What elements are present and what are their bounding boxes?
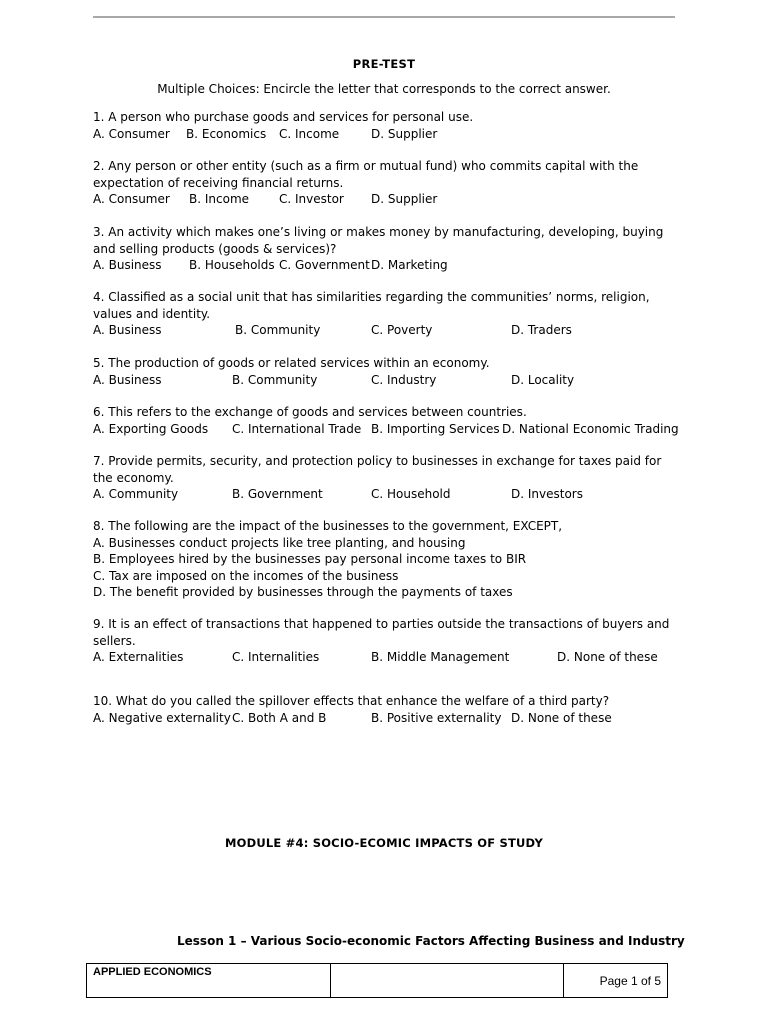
question-text: 7. Provide permits, security, and protection policy to businesses in exchange for taxes paid for the economy.	[93, 454, 662, 485]
option-b[interactable]: B. Government	[232, 487, 323, 501]
option-c[interactable]: C. International Trade	[232, 421, 362, 436]
options-row	[93, 421, 683, 438]
question-1	[93, 109, 683, 142]
footer-blank-cell	[331, 964, 564, 997]
option-d[interactable]: D. Traders	[511, 323, 572, 337]
option-b[interactable]: B. Economics	[186, 126, 267, 141]
option-a[interactable]: A. Businesses conduct projects like tree planting, and housing	[93, 535, 466, 550]
options-row	[93, 191, 683, 208]
instructions: Multiple Choices: Encircle the letter that corresponds to the correct answer.	[157, 82, 611, 96]
option-c[interactable]: C. Tax are imposed on the incomes of the business	[93, 568, 399, 583]
header-rule	[93, 16, 675, 18]
option-a[interactable]: A. Business	[93, 372, 162, 387]
page-title: PRE-TEST	[352, 57, 416, 71]
options-row	[93, 322, 683, 339]
option-a[interactable]: A. Negative externality	[93, 710, 231, 725]
question-6	[93, 404, 683, 437]
question-3	[93, 224, 683, 274]
option-b[interactable]: B. Households	[189, 258, 275, 272]
options-row	[93, 710, 683, 727]
options-row	[93, 372, 683, 389]
question-text: 5. The production of goods or related services within an economy.	[93, 356, 490, 370]
page-number-label: Page 1 of 5	[599, 973, 661, 988]
option-d[interactable]: D. Locality	[511, 372, 575, 387]
question-text: 9. It is an effect of transactions that happened to parties outside the transactions of buyers and sellers.	[93, 617, 670, 648]
option-b[interactable]: B. Positive externality	[371, 710, 502, 725]
option-a[interactable]: A. Consumer	[93, 126, 170, 141]
option-a[interactable]: A. Business	[93, 323, 162, 337]
option-d[interactable]: D. The benefit provided by businesses through the payments of taxes	[93, 585, 513, 599]
module-title: MODULE #4: SOCIO-ECOMIC IMPACTS OF STUDY	[224, 836, 543, 850]
question-4	[93, 289, 683, 339]
options-row	[93, 649, 683, 666]
option-b[interactable]: B. Employees hired by the businesses pay personal income taxes to BIR	[93, 552, 527, 566]
question-text: 2. Any person or other entity (such as a firm or mutual fund) who commits capital with the expectation of receiving financial returns.	[93, 159, 639, 190]
option-d[interactable]: D. Supplier	[371, 126, 438, 141]
footer-subject: APPLIED ECONOMICS	[87, 964, 331, 997]
question-2	[93, 158, 683, 208]
question-text: 6. This refers to the exchange of goods and services between countries.	[93, 405, 527, 419]
option-c[interactable]: C. Industry	[371, 372, 437, 387]
question-8	[93, 518, 683, 601]
options-row	[93, 257, 683, 274]
option-d[interactable]: D. National Economic Trading	[502, 421, 679, 436]
question-9	[93, 616, 683, 666]
option-c[interactable]: C. Internalities	[232, 650, 320, 664]
option-d[interactable]: D. Supplier	[371, 192, 438, 206]
option-a[interactable]: A. Exporting Goods	[93, 421, 209, 436]
option-c[interactable]: C. Income	[279, 126, 340, 141]
option-c[interactable]: C. Government	[279, 258, 370, 272]
question-7	[93, 453, 683, 503]
question-text: 3. An activity which makes one’s living or makes money by manufacturing, developing, buying and selling products (goods & services)?	[93, 225, 664, 256]
question-10	[93, 693, 683, 726]
lesson-title: Lesson 1 – Various Socio-economic Factors Affecting Business and Industry	[177, 934, 685, 948]
option-a[interactable]: A. Community	[93, 487, 179, 501]
question-text: 10. What do you called the spillover effects that enhance the welfare of a third party?	[93, 694, 610, 708]
question-text: 8. The following are the impact of the businesses to the government, EXCEPT,	[93, 519, 563, 533]
option-d[interactable]: D. None of these	[557, 650, 658, 664]
option-b[interactable]: B. Income	[189, 192, 250, 206]
option-a[interactable]: A. Externalities	[93, 650, 184, 664]
options-row	[93, 126, 683, 143]
option-b[interactable]: B. Importing Services	[371, 421, 500, 436]
question-text: 4. Classified as a social unit that has similarities regarding the communities’ norms, religion, values and identity.	[93, 290, 650, 321]
page-footer	[86, 963, 668, 998]
option-a[interactable]: A. Business	[93, 258, 162, 272]
footer-page-number	[564, 964, 667, 997]
option-c[interactable]: C. Household	[371, 487, 451, 501]
option-b[interactable]: B. Middle Management	[371, 650, 510, 664]
option-a[interactable]: A. Consumer	[93, 192, 170, 206]
option-c[interactable]: C. Investor	[279, 192, 344, 206]
option-c[interactable]: C. Poverty	[371, 323, 433, 337]
option-b[interactable]: B. Community	[232, 372, 318, 387]
option-d[interactable]: D. Marketing	[371, 258, 448, 272]
option-d[interactable]: D. Investors	[511, 487, 583, 501]
options-row	[93, 486, 683, 503]
option-b[interactable]: B. Community	[235, 323, 321, 337]
question-text: 1. A person who purchase goods and services for personal use.	[93, 110, 474, 124]
question-5	[93, 355, 683, 388]
option-c[interactable]: C. Both A and B	[232, 710, 327, 725]
option-d[interactable]: D. None of these	[511, 710, 612, 725]
